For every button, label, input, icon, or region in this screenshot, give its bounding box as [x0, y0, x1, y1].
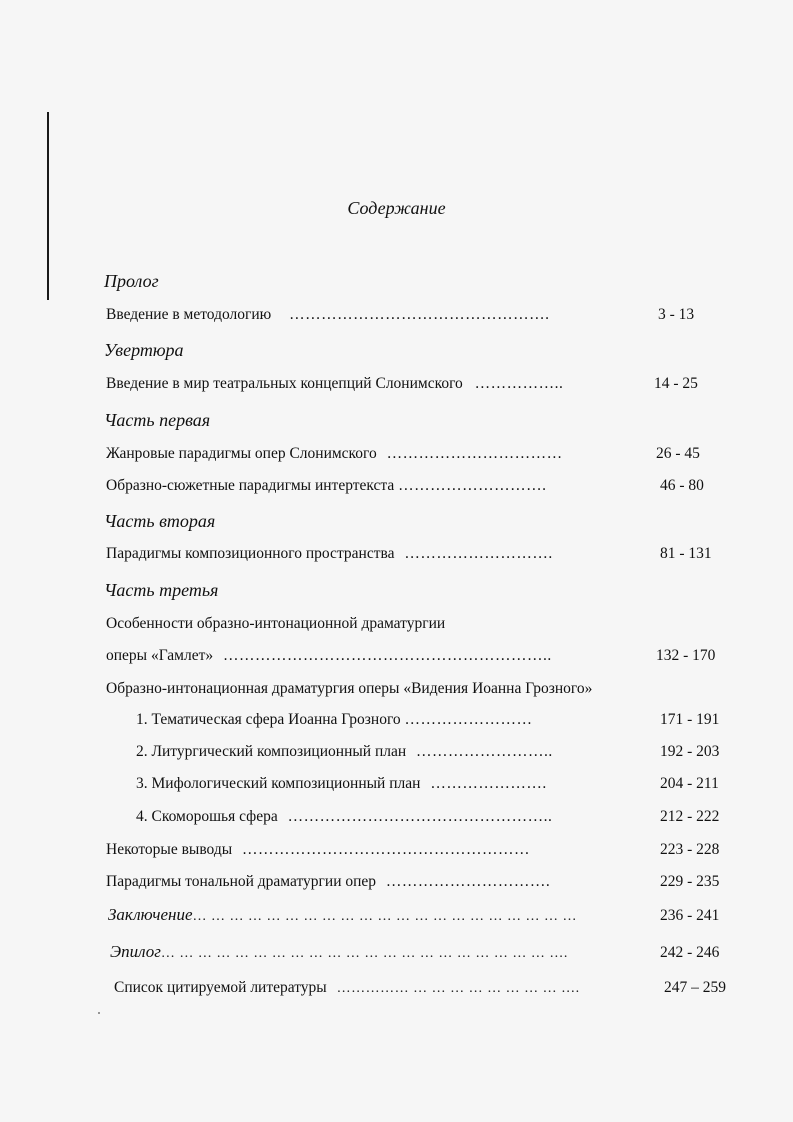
toc-entry — [106, 375, 563, 393]
toc-entry-text: 4. Скоморошья сфера — [136, 808, 278, 825]
section-part1: Часть первая — [104, 410, 211, 430]
toc-entry-text: Образно-интонационная драматургия оперы «Видения Иоанна Грозного» — [106, 680, 593, 697]
section-part2: Часть вторая — [104, 511, 216, 531]
page-title: Содержание — [347, 198, 446, 218]
toc-dots: … … … … … … … … … … … … … … … … … … … … … …. — [160, 946, 568, 961]
toc-page-range: 204 - 211 — [660, 775, 719, 792]
toc-entry — [110, 942, 568, 962]
toc-dots: ………………………………………….. — [287, 808, 553, 825]
toc-dots: …………… … … … … … … … … …. — [336, 981, 580, 996]
toc-dots: …………………. — [430, 775, 547, 792]
toc-entry — [106, 615, 445, 633]
toc-entry-text: Парадигмы тональной драматургии опер — [106, 873, 377, 890]
toc-entry-text: Жанровые парадигмы опер Слонимского — [106, 445, 377, 462]
toc-page-range: 212 - 222 — [660, 808, 720, 825]
toc-dots: …………………………………………. — [289, 306, 550, 323]
toc-entry — [106, 445, 563, 463]
toc-entry-text: Эпилог — [110, 942, 161, 961]
toc-page-range: 192 - 203 — [660, 743, 720, 760]
toc-page-range: 229 - 235 — [660, 873, 720, 890]
toc-entry-text: Парадигмы композиционного пространства — [106, 545, 395, 562]
toc-entry-text: оперы «Гамлет» — [106, 647, 214, 664]
toc-entry-text: Список цитируемой литературы — [114, 979, 327, 996]
toc-entry-text: Образно-сюжетные парадигмы интертекста — [106, 477, 395, 494]
toc-dots: …………………………… — [386, 445, 563, 462]
toc-page-range: 236 - 241 — [660, 907, 720, 924]
toc-page-range: 14 - 25 — [654, 375, 698, 392]
toc-dots: ………………………. — [398, 477, 547, 494]
toc-entry-text: Введение в мир театральных концепций Слонимского — [106, 375, 463, 392]
toc-entry-text: Некоторые выводы — [106, 841, 233, 858]
section-part3: Часть третья — [104, 580, 219, 600]
toc-entry — [114, 979, 580, 997]
toc-page-range: 26 - 45 — [656, 445, 700, 462]
toc-page-range: 46 - 80 — [660, 477, 704, 494]
toc-entry — [136, 808, 552, 826]
toc-entry-text: Особенности образно-интонационной драматургии — [106, 615, 446, 632]
toc-dots: ……………………………………………… — [242, 841, 531, 858]
toc-entry-text: Введение в методологию — [106, 306, 272, 323]
toc-dots: …………………… — [404, 711, 533, 728]
toc-entry-text: Заключение — [108, 905, 193, 924]
toc-entry — [106, 680, 592, 698]
toc-entry-text: 2. Литургический композиционный план — [136, 743, 407, 760]
scan-speck — [98, 1012, 100, 1014]
section-prolog: Пролог — [104, 271, 159, 291]
toc-page-range: 3 - 13 — [658, 306, 695, 323]
toc-page-range: 247 – 259 — [664, 979, 726, 996]
toc-entry — [106, 647, 552, 665]
toc-dots: …………………….. — [416, 743, 553, 760]
toc-entry — [108, 905, 577, 925]
toc-page-range: 81 - 131 — [660, 545, 712, 562]
toc-entry-text: 1. Тематическая сфера Иоанна Грозного — [136, 711, 401, 728]
toc-entry — [136, 711, 533, 729]
toc-dots: …………….. — [474, 375, 564, 392]
toc-entry — [106, 545, 553, 563]
toc-entry — [136, 775, 547, 793]
toc-entry — [106, 841, 530, 859]
toc-page-range: 242 - 246 — [660, 944, 720, 961]
toc-entry — [106, 477, 547, 495]
toc-page-range: 223 - 228 — [660, 841, 720, 858]
toc-dots: …………………………………………………….. — [223, 647, 552, 664]
toc-dots: … … … … … … … … … … … … … … … … … … … … … — [192, 909, 578, 924]
toc-page-range: 171 - 191 — [660, 711, 720, 728]
toc-dots: …………………………. — [385, 873, 551, 890]
toc-dots: ………………………. — [404, 545, 553, 562]
toc-entry — [136, 743, 553, 761]
toc-entry-text: 3. Мифологический композиционный план — [136, 775, 421, 792]
toc-page-range: 132 - 170 — [656, 647, 716, 664]
section-uvertyura: Увертюра — [104, 340, 184, 360]
toc-entry — [106, 306, 550, 324]
toc-entry — [106, 873, 550, 891]
